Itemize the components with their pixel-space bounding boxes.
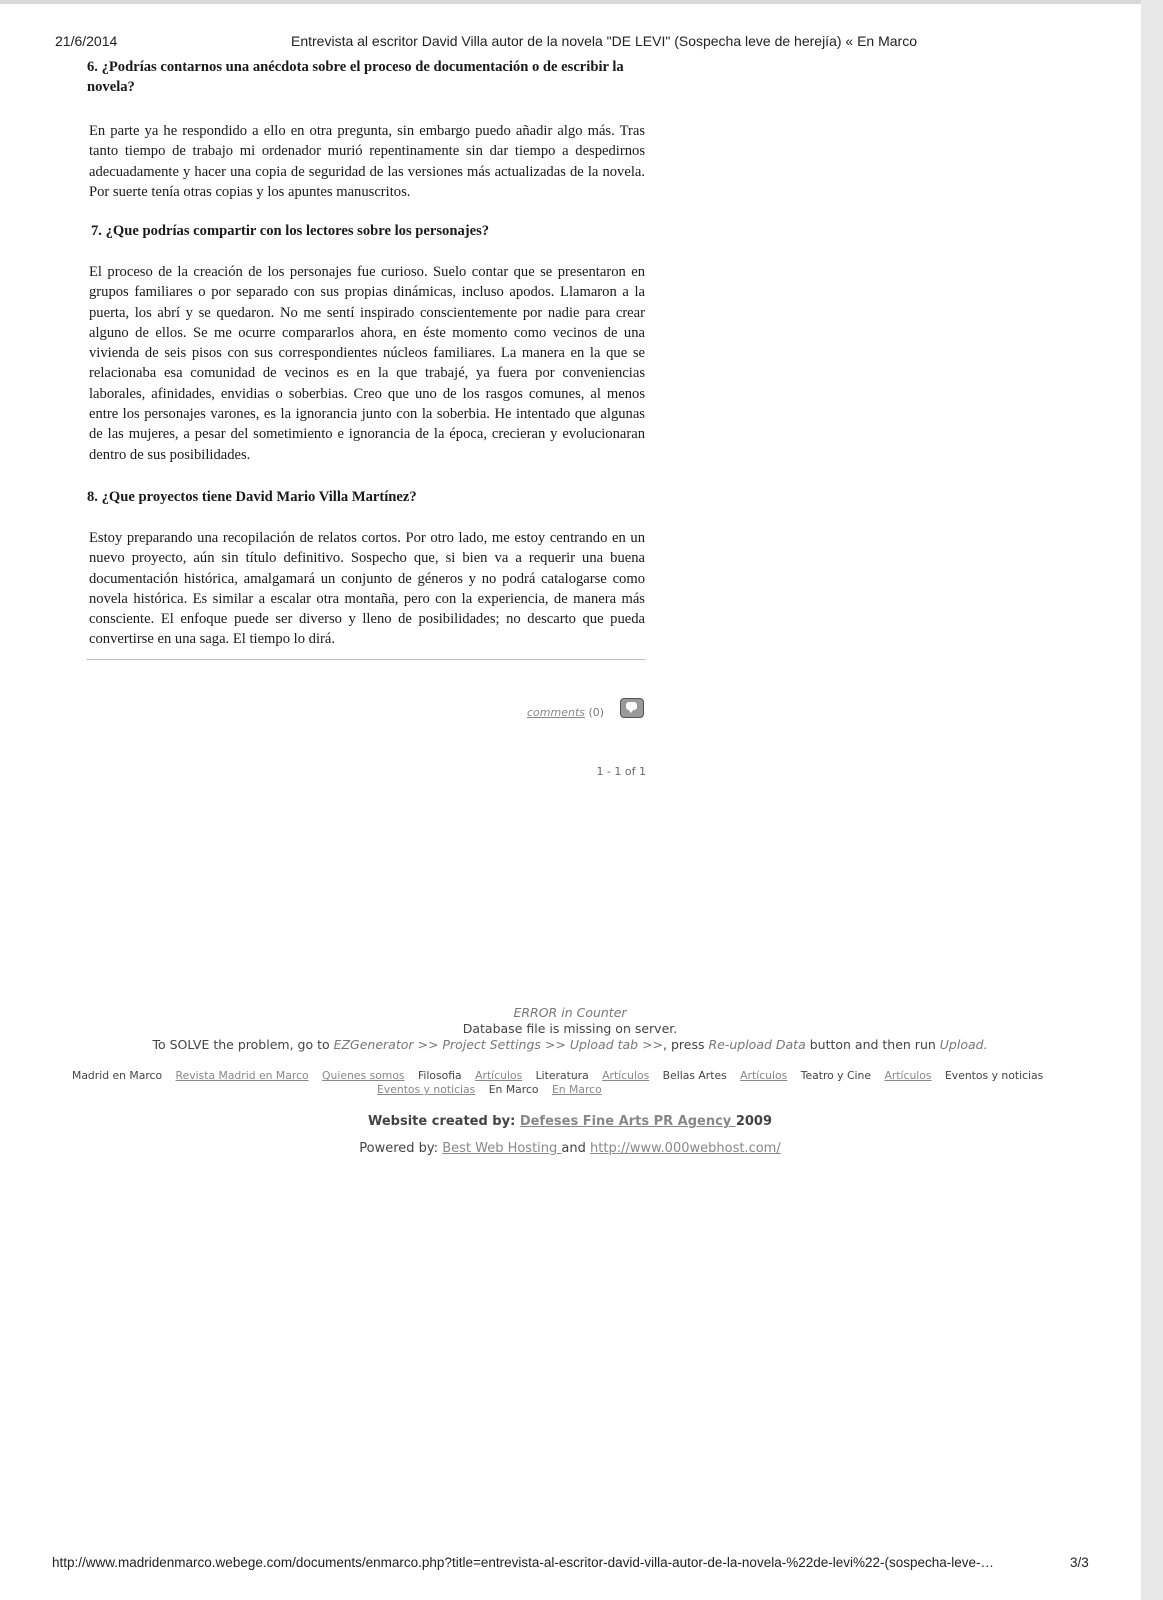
counter-error-message: Database file is missing on server. [462, 1021, 678, 1036]
nav-literatura: Literatura [535, 1069, 589, 1082]
comments-link[interactable]: comments [527, 706, 585, 719]
question-7: 7. ¿Que podrías compartir con los lectores sobre los personajes? [91, 223, 490, 239]
nav-revista-link[interactable]: Revista Madrid en Marco [175, 1069, 309, 1082]
print-footer [52, 1555, 1092, 1570]
counter-error-title: ERROR in Counter [513, 1005, 627, 1020]
nav-literatura-articulos-link[interactable]: Artículos [602, 1069, 650, 1082]
nav-madrid-en-marco: Madrid en Marco [72, 1069, 163, 1082]
footer-nav [72, 1069, 1072, 1096]
nav-bellas-artes: Bellas Artes [662, 1069, 727, 1082]
counter-error-instructions: To SOLVE the problem, go to EZGenerator >> Project Settings >> Upload tab >>, press Re-upload Data button and then run Upload. [152, 1037, 988, 1052]
nav-eventos-link[interactable]: Eventos y noticias [377, 1083, 476, 1096]
pagination-label: 1 - 1 of 1 [596, 765, 646, 778]
question-6: 6. ¿Podrías contarnos una anécdota sobre el proceso de documentación o de escribir la novela? [87, 59, 624, 96]
nav-en-marco-link[interactable]: En Marco [551, 1083, 602, 1096]
question-8: 8. ¿Que proyectos tiene David Mario Villa Martínez? [87, 489, 417, 505]
agency-link[interactable]: Defeses Fine Arts PR Agency [519, 1114, 736, 1129]
comments-row [527, 706, 647, 719]
page-top-edge [0, 0, 1163, 4]
hosting-link[interactable]: Best Web Hosting [442, 1141, 562, 1156]
nav-filosofia: Filosofia [418, 1069, 462, 1082]
print-date: 21/6/2014 [55, 33, 118, 49]
counter-error [80, 1005, 1060, 1053]
print-page-number: 3/3 [1070, 1555, 1089, 1570]
nav-quienes-somos-link[interactable]: Quienes somos [322, 1069, 405, 1082]
article-divider [87, 659, 645, 660]
powered-by: Powered by: Best Web Hosting and http://www.000webhost.com/ [359, 1141, 781, 1156]
print-url: http://www.madridenmarco.webege.com/documents/enmarco.php?title=entrevista-al-escritor-david-villa-autor-de-la-novela-%22de-levi%22-(sospecha-leve-… [52, 1555, 995, 1570]
answer-6: En parte ya he respondido a ello en otra pregunta, sin embargo puedo añadir algo más. Tras tanto tiempo de trabajo mi ordenador murió repentinamente sin dar tiempo a despedirnos adecuadamente y hacer una copia de seguridad de las versiones más actualizadas de la novela. Por suerte tenía otras copias y los apuntes manuscritos. [89, 123, 645, 200]
nav-eventos: Eventos y noticias [944, 1069, 1044, 1082]
host-url-link[interactable]: http://www.000webhost.com/ [590, 1141, 781, 1156]
nav-teatro-articulos-link[interactable]: Artículos [884, 1069, 932, 1082]
print-page-title: Entrevista al escritor David Villa autor de la novela "DE LEVI" (Sospecha leve de herejía) « En Marco [291, 33, 917, 49]
nav-en-marco: En Marco [488, 1083, 539, 1096]
answer-7: El proceso de la creación de los personajes fue curioso. Suelo contar que se presentaron en grupos familiares o por separado con sus propias dinámicas, incluso apodos. Llamaron a la puerta, los abrí y se quedaron. No me sentí inspirado conscientemente por nadie para crear alguno de ellos. Se me ocurre compararlos ahora, en éste momento como vecinos de una vivienda de seis pisos con sus correspondientes núcleos familiares. La manera en la que se relacionaba esa comunidad de vecinos es en la que trabajé, ya fuera por conveniencias laborales, afinidades, envidias o soberbias. Creo que uno de los rasgos comunes, al menos entre los personajes varones, es la ignorancia junto con la soberbia. He intentado que algunas de las mujeres, a pesar del sometimiento e ignorancia de la época, crecieran y evolucionaran dentro de sus posibilidades. [89, 264, 645, 463]
nav-teatro-cine: Teatro y Cine [800, 1069, 872, 1082]
website-created-by: Website created by: Defeses Fine Arts PR Agency 2009 [367, 1114, 772, 1129]
nav-bellas-artes-articulos-link[interactable]: Artículos [740, 1069, 788, 1082]
page-right-edge [1141, 0, 1163, 1600]
answer-8: Estoy preparando una recopilación de relatos cortos. Por otro lado, me estoy centrando en un nuevo proyecto, aún sin título definitivo. Sospecho que, si bien va a requerir una buena documentación histórica, amalgamará un conjunto de géneros y no podrá catalogarse como novela histórica. Es similar a escalar otra montaña, pero con la experiencia, de manera más consciente. El enfoque puede ser diverso y lleno de posibilidades; no descarto que pueda convertirse en una saga. El tiempo lo dirá. [89, 530, 645, 648]
nav-filosofia-articulos-link[interactable]: Artículos [475, 1069, 523, 1082]
comments-count: (0) [588, 706, 605, 719]
site-credits [80, 1114, 1060, 1156]
comment-bubble-icon[interactable] [620, 698, 644, 718]
